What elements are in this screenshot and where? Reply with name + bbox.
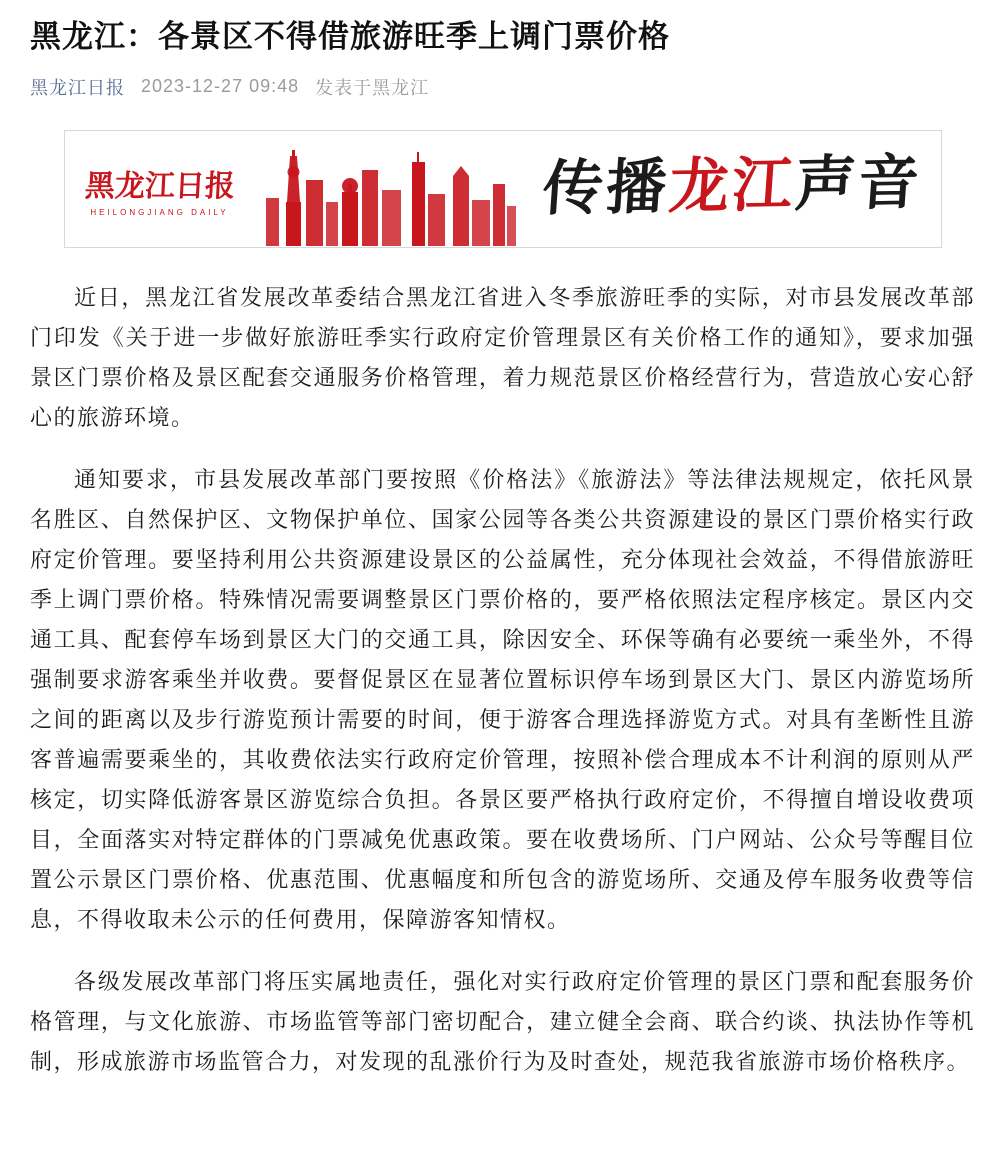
article-paragraph: 通知要求，市县发展改革部门要按照《价格法》《旅游法》等法律法规规定，依托风景名胜区、自然保护区、文物保护单位、国家公园等各类公共资源建设的景区门票价格实行政府定价管理。要坚持利用公共资源建设景区的公益属性，充分体现社会效益，不得借旅游旺季上调门票价格。特殊情况需要调整景区门票价格的，要严格依照法定程序核定。景区内交通工具、配套停车场到景区大门的交通工具，除因安全、环保等确有必要统一乘坐外，不得强制要求游客乘坐并收费。要督促景区在显著位置标识停车场到景区大门、景区内游览场所之间的距离以及步行游览预计需要的时间，便于游客合理选择游览方式。对具有垄断性且游客普遍需要乘坐的，其收费依法实行政府定价管理，按照补偿合理成本不计利润的原则从严核定，切实降低游客景区游览综合负担。各景区要严格执行政府定价，不得擅自增设收费项目，全面落实对特定群体的门票减免优惠政策。要在收费场所、门户网站、公众号等醒目位置公示景区门票价格、优惠范围、优惠幅度和所包含的游览场所、交通及停车服务收费等信息，不得收取未公示的任何费用，保障游客知情权。	[30, 466, 975, 932]
article-paragraph: 各级发展改革部门将压实属地责任，强化对实行政府定价管理的景区门票和配套服务价格管理，与文化旅游、市场监管等部门密切配合，建立健全会商、联合约谈、执法协作等机制，形成旅游市场监管合力，对发现的乱涨价行为及时查处，规范我省旅游市场价格秩序。	[30, 968, 975, 1074]
city-skyline-graphic	[266, 150, 516, 248]
article-title: 黑龙江：各景区不得借旅游旺季上调门票价格	[30, 19, 670, 54]
newspaper-logo	[85, 161, 235, 217]
slogan-part-2: 龙江	[666, 149, 798, 222]
source-account-link[interactable]: 黑龙江日报	[30, 77, 125, 98]
slogan-part-1: 传播	[539, 151, 672, 225]
banner-image[interactable]	[64, 130, 942, 248]
slogan-part-3: 声音	[792, 147, 924, 220]
newspaper-logo-title: 黑龙江日报	[83, 168, 236, 204]
banner-slogan	[539, 147, 924, 226]
article-meta	[30, 74, 975, 100]
publish-location: 发表于黑龙江	[315, 77, 430, 98]
newspaper-logo-subtitle: HEILONGJIANG DAILY	[90, 207, 229, 217]
article-body	[30, 278, 975, 1082]
publish-datetime: 2023-12-27 09:48	[141, 76, 300, 97]
article-paragraph: 近日，黑龙江省发展改革委结合黑龙江省进入冬季旅游旺季的实际，对市县发展改革部门印发《关于进一步做好旅游旺季实行政府定价管理景区有关价格工作的通知》，要求加强景区门票价格及景区配套交通服务价格管理，着力规范景区价格经营行为，营造放心安心舒心的旅游环境。	[30, 284, 975, 430]
